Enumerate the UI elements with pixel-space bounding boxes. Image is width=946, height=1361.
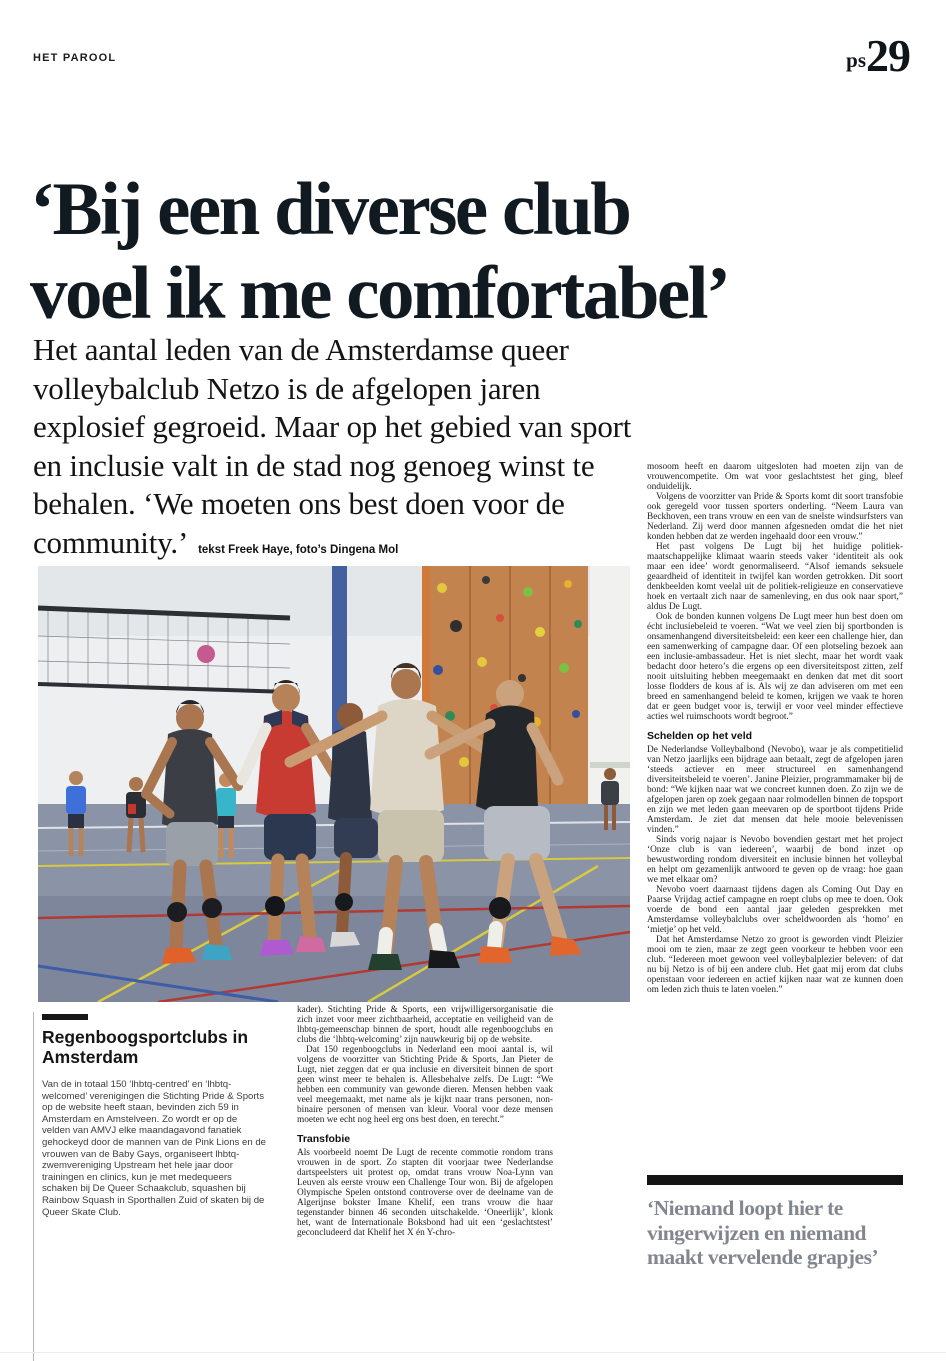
sidebar-title: Regenboogsportclubs in Amsterdam xyxy=(42,1027,249,1067)
sidebar-body: Van de in totaal 150 ‘lhbtq-centred’ en ‘lhbtq-welcomed’ verenigingen die Stichting Pride & Sports op de website heeft staan, bevinden zich 59 in Amsterdam en Amstelveen. Zo wordt er op de velden van AMVJ elke maandagavond fanatiek gehockeyd door de mannen van de Pink Lions en de vrouwen van de Baby Gays, organiseert lhbtq-zwemvereniging Upstream het hele jaar door trainingen en clinics, kun je met medequeers schaken bij De Queer Schaakclub, squashen bij Rainbow Squash in Sporthallen Zuid of skaten bij de Queer Skate Club. xyxy=(42,1079,267,1218)
volleyball xyxy=(197,645,215,663)
section-divider-bar xyxy=(647,1175,903,1185)
article-column-right xyxy=(647,462,903,1162)
page-number-mark xyxy=(846,30,910,81)
page-number: 29 xyxy=(866,30,910,81)
article-paragraph: Als voorbeeld noemt De Lugt de recente commotie rondom trans vrouwen in de sport. Zo stapten dit voorjaar twee Nederlandse dartspeelsters uit protest op, omdat trans vrouw Noa-Lynn van Leuven als eerste vrouw een Challenge Tour won. Bij de afgelopen Olympische Spelen ontstond controverse over de deelname van de Algerijnse bokster Imane Khelif, een trans vrouw die haar tegenstander binnen 46 seconden uitschakelde. ‘Oneerlijk’, klonk het, want de Internationale Boksbond had uit een ‘geslachtstest’ geconcludeerd dat Khelif het X én Y-chro- xyxy=(297,1148,553,1238)
column-subhead: Schelden op het veld xyxy=(647,730,753,742)
article-paragraph: Dat 150 regenboogclubs in Nederland een mooi aantal is, wil volgens de voorzitter van Stichting Pride & Sports, Jan Pieter de Lugt, niet zeggen dat er qua inclusie en diversiteit binnen de sport geen winst meer te behalen is. Allesbehalve zelfs. De Lugt: “We hebben een community van gewonde dieren. Mensen hebben vaak veel meegemaakt, met name als je kijkt naar trans personen, non-binaire personen of mensen van kleur. Vooral voor deze mensen moeten we echt nog heel erg ons best doen, en terecht.” xyxy=(297,1045,553,1125)
curtain-stripe xyxy=(590,762,630,768)
article-paragraph: Sinds vorig najaar is Nevobo bovendien gestart met het project ‘Onze club is van iedereen’, waarbij de bond inzet op bewustwording rondom diversiteit en inclusie binnen het volleybal en helpt om gezamenlijk antwoord te geven op de vraag: hoe gaan we met elkaar om? xyxy=(647,835,903,885)
article-paragraph: Ook de bonden kunnen volgens De Lugt meer hun best doen om écht inclusiebeleid te voeren. “Wat we veel zien bij sportbonden is onsamenhangend diversiteitsbeleid: een keer een challenge hier, dan een samenwerking of campagne daar. Of een plotseling bezoek aan een inclusie-ambassadeur. Het is niet slecht, maar het wordt vaak bedacht door hetero’s die ergens op een diversiteitspost zitten, zelf nooit uitsluiting hebben meegemaakt en denken dat met dit soort losse flodders de kous af is. Als wij ze dan adviseren om met een breed en samenhangend beleid te komen, krijgen we vaak te horen dat er geen budget voor is, terwijl er voor veel minder effectieve acties wel ruimschoots wordt begroot.” xyxy=(647,612,903,722)
article-byline: tekst Freek Haye, foto’s Dingena Mol xyxy=(198,543,399,556)
sidebar-regenboogsportclubs xyxy=(33,1012,275,1361)
article-paragraph: Het past volgens De Lugt bij het huidige politiek-maatschappelijke klimaat waarin steeds vaker ‘identiteit als ook maar een idee’ wordt genormaliseerd. “Alsof iemands seksuele geaardheid of identiteit in twijfel kan worden getrokken. Dit soort denkbeelden komt veelal uit de politiek-religieuze en conservatieve hoek en vertaalt zich naar de samenleving, en dus ook naar sport,” aldus De Lugt. xyxy=(647,542,903,612)
article-photo xyxy=(38,566,630,1002)
headline-line-1: ‘Bij een diverse club xyxy=(30,168,630,252)
article-paragraph: kader). Stichting Pride & Sports, een vrijwilligersorganisatie die zich inzet voor meer zichtbaarheid, acceptatie en veiligheid van de lhbtq-gemeenschap binnen de sport, houdt alle regenboogclubs en clubs die ‘lhbtq-welcoming’ zijn nauwkeurig bij op de website. xyxy=(297,1005,553,1045)
article-paragraph: De Nederlandse Volleybalbond (Nevobo), waar je als competitielid van Netzo jaarlijks een bijdrage aan betaalt, zegt de afgelopen jaren ‘steeds actiever en meer structureel en samenhangend diversiteitsbeleid te voeren’. Janine Pleizier, programmamaker bij de bond: “We kijken naar wat we concreet kunnen doen. Zo zijn we de afgelopen jaren op zoek gegaan naar rolmodellen binnen de topsport en zijn we met leden gaan meevaren op de sportboot tijdens Pride Amsterdam. Je ziet dat mensen dat hele mooie belevenissen vinden.” xyxy=(647,745,903,835)
pull-quote: ‘Niemand loopt hier te vingerwijzen en niemand maakt vervelende grapjes’ xyxy=(647,1196,879,1269)
article-paragraph: Volgens de voorzitter van Pride & Sports komt dit soort transfobie ook geregeld voor tussen sporters onderling. “Neem Laura van Beckhoven, een trans vrouw en een van de snelste windsurfsters van Nederland. Zij werd door mannen afgesneden omdat die het niet konden hebben dat ze werden ingehaald door een vrouw.” xyxy=(647,492,903,542)
column-subhead: Transfobie xyxy=(297,1133,351,1145)
page-bottom-rule xyxy=(0,1352,946,1353)
masthead-brand: HET PAROOL xyxy=(33,52,117,64)
article-standfirst xyxy=(33,331,658,569)
article-paragraph: Dat het Amsterdamse Netzo zo groot is geworden vindt Pleizier mooi om te zien, maar ze zegt geen voorkeur te hebben voor een club. “Iedereen moet gewoon veel volleybalplezier beleven: of dat nu bij Netzo is of bij een andere club. Het gaat mij erom dat clubs openstaan voor iedereen en actief kijken naar wat ze kunnen doen om leden zich thuis te laten voelen.” xyxy=(647,935,903,995)
section-label: ps xyxy=(846,48,866,73)
article-photo-illustration xyxy=(38,566,630,1002)
article-paragraph: Nevobo voert daarnaast tijdens dagen als Coming Out Day en Paarse Vrijdag actief campagne en roept clubs op mee te doen. Ook voerde de bond een aantal jaar geleden gesprekken met Amsterdamse volleybalclubs over scheldwoorden als ‘homo’ en ‘mietje’ op het veld. xyxy=(647,885,903,935)
sidebar-kicker-bar xyxy=(42,1014,88,1020)
article-paragraph: mosoom heeft en daarom uitgesloten had moeten zijn van de vrouwencompetite. Om wat voor geslachtstest het ging, bleef onduidelijk. xyxy=(647,462,903,492)
standfirst-text: Het aantal leden van de Amsterdamse queer volleybalclub Netzo is de afgelopen jaren explosief gegroeid. Maar op het gebied van sport en inclusie valt in de stad nog genoeg winst te behalen. ‘We moeten ons best doen voor de community.’ xyxy=(33,332,632,560)
article-column-middle xyxy=(297,1005,553,1335)
article-headline xyxy=(30,168,910,336)
headline-line-2: voel ik me comfortabel’ xyxy=(30,252,729,336)
